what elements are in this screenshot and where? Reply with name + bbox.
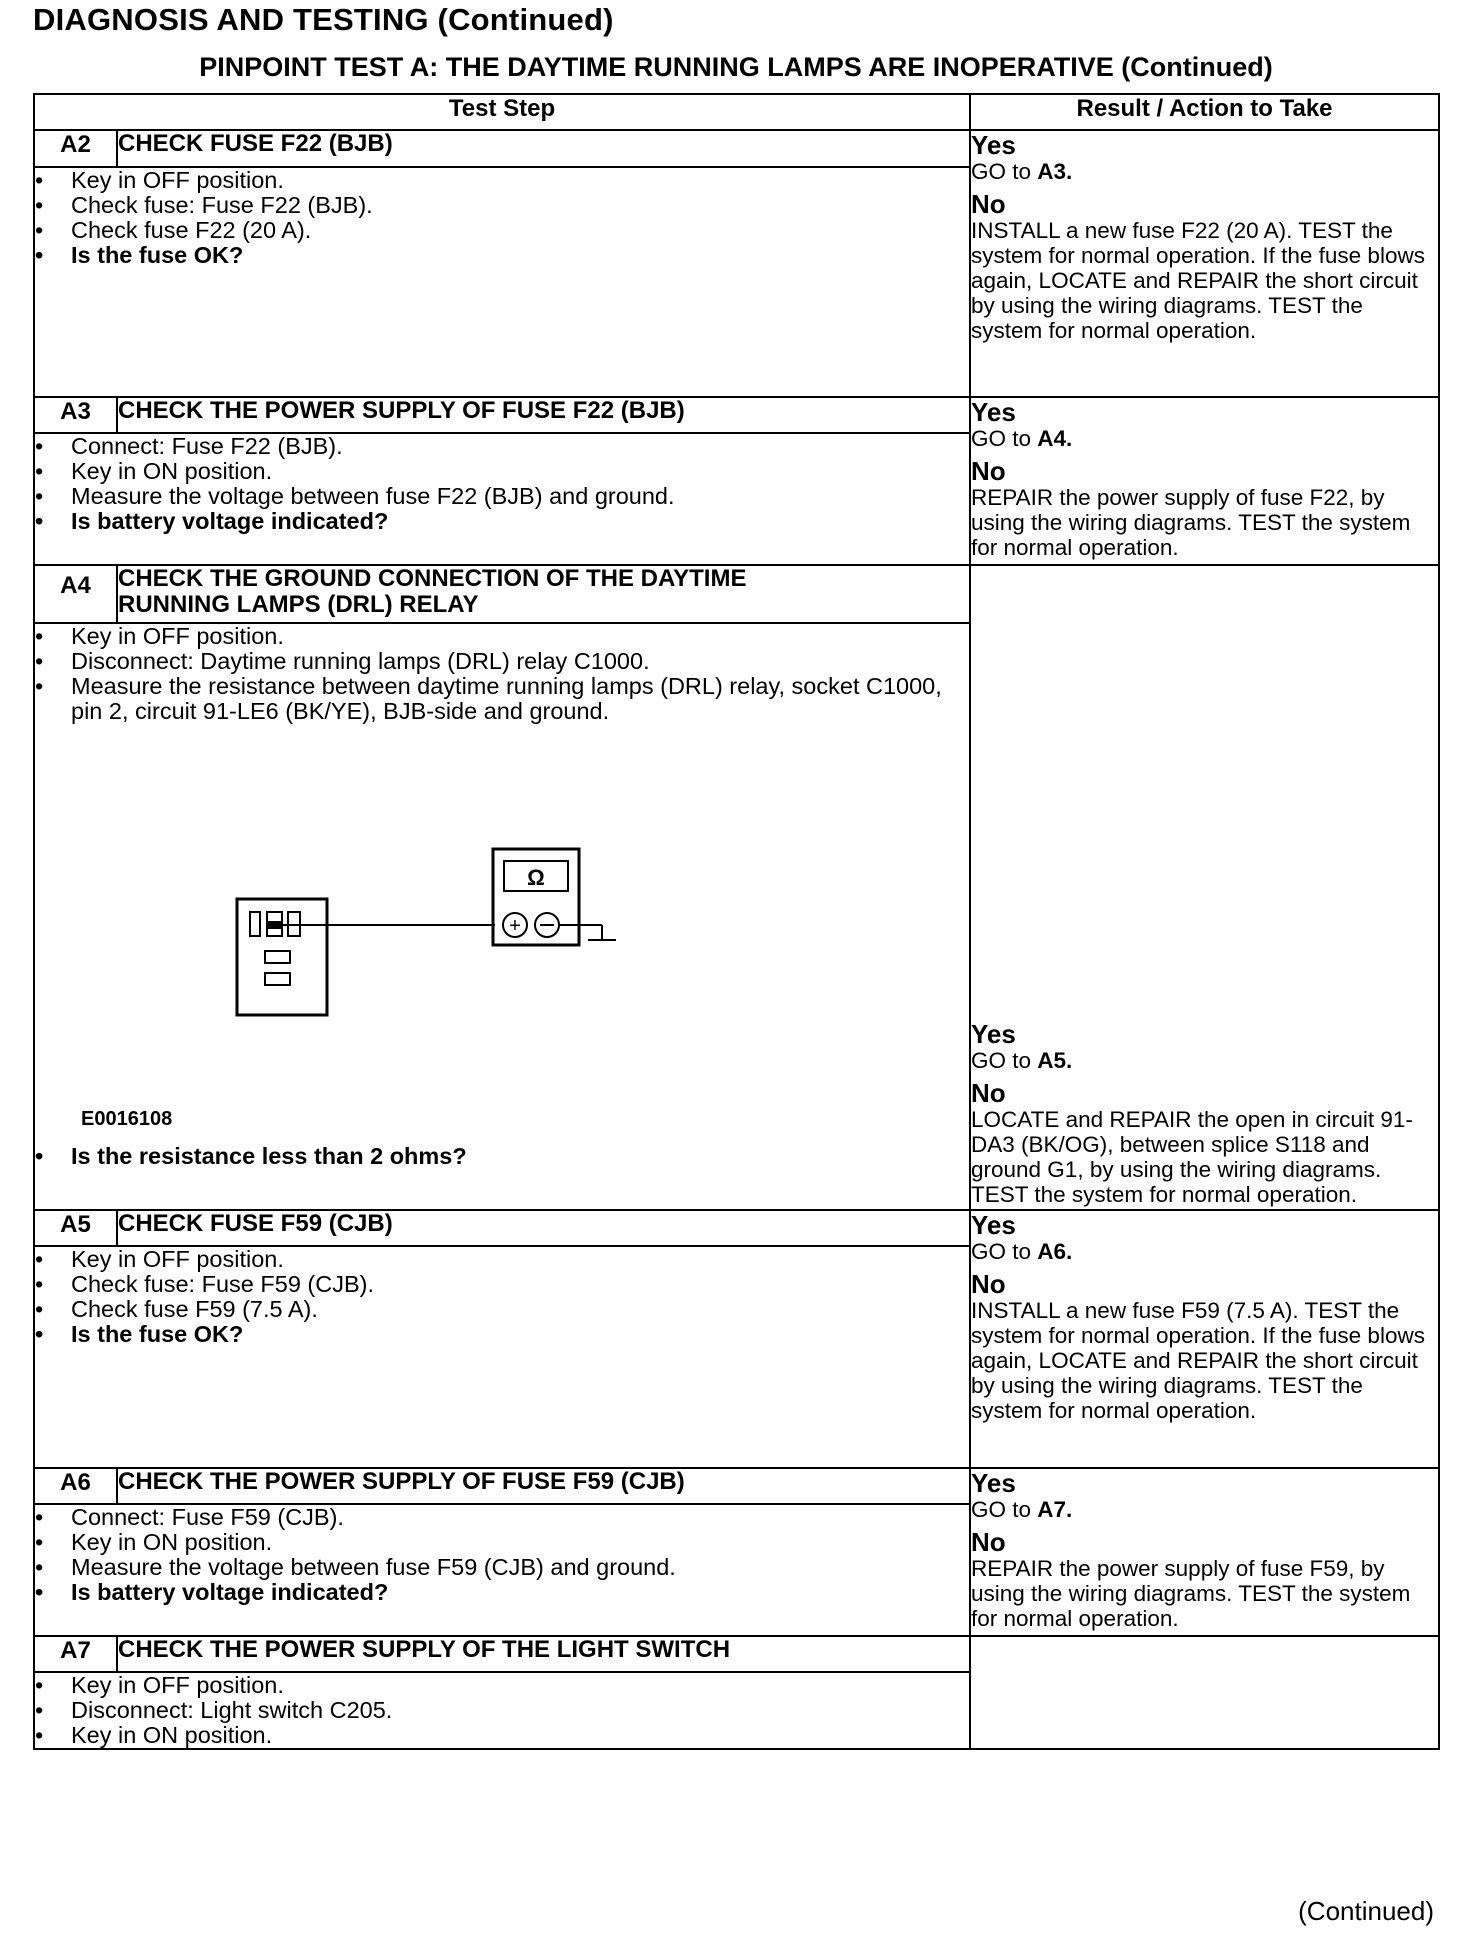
svg-text:+: +	[509, 915, 521, 937]
yes-label: Yes	[971, 1019, 1016, 1049]
step-title: CHECK THE POWER SUPPLY OF THE LIGHT SWITCH	[117, 1636, 970, 1672]
step-a6-instructions	[34, 1504, 970, 1636]
list-item: • Check fuse: Fuse F22 (BJB).	[35, 193, 969, 218]
no-label: No	[971, 456, 1006, 486]
yes-label: Yes	[971, 1468, 1016, 1498]
list-item: • Check fuse: Fuse F59 (CJB).	[35, 1272, 969, 1297]
list-item: • Key in ON position.	[35, 459, 969, 484]
question-item: • Is battery voltage indicated?	[35, 1580, 969, 1605]
list-item: • Key in ON position.	[35, 1723, 969, 1748]
list-item: • Key in ON position.	[35, 1530, 969, 1555]
step-a5-title-row	[34, 1210, 1439, 1246]
step-id: A3	[34, 397, 117, 433]
step-a2-title-row	[34, 130, 1439, 167]
list-item: • Measure the voltage between fuse F59 (CJB) and ground.	[35, 1555, 969, 1580]
list-item: • Disconnect: Light switch C205.	[35, 1698, 969, 1723]
list-item: • Connect: Fuse F59 (CJB).	[35, 1505, 969, 1530]
svg-text:Ω: Ω	[527, 865, 545, 890]
step-a2-result	[970, 130, 1439, 397]
step-a5-instructions	[34, 1246, 970, 1468]
question-item: • Is the resistance less than 2 ohms?	[35, 1144, 969, 1169]
yes-action: GO to A6.	[971, 1239, 1073, 1264]
yes-action: GO to A5.	[971, 1048, 1073, 1073]
no-label: No	[971, 1269, 1006, 1299]
step-title: CHECK THE POWER SUPPLY OF FUSE F59 (CJB)	[117, 1468, 970, 1504]
no-action: LOCATE and REPAIR the open in circuit 91-DA3 (BK/OG), between splice S118 and ground G1, by using the wiring diagrams. TEST the system for normal operation.	[971, 1107, 1413, 1207]
wiring-diagram	[35, 724, 969, 1144]
yes-label: Yes	[971, 130, 1016, 160]
step-id: A5	[34, 1210, 117, 1246]
list-item: • Measure the voltage between fuse F22 (BJB) and ground.	[35, 484, 969, 509]
no-action: INSTALL a new fuse F22 (20 A). TEST the system for normal operation. If the fuse blows again, LOCATE and REPAIR the short circuit by using the wiring diagrams. TEST the system for normal operation.	[971, 218, 1425, 343]
question-item: • Is the fuse OK?	[35, 1322, 969, 1347]
test-step-header: Test Step	[34, 94, 970, 130]
step-a6-result	[970, 1468, 1439, 1636]
no-label: No	[971, 1078, 1006, 1108]
relay-meter-diagram	[35, 724, 735, 1104]
step-a4-result	[970, 565, 1439, 1210]
step-title: CHECK FUSE F22 (BJB)	[117, 130, 970, 167]
step-a7-title-row	[34, 1636, 1439, 1672]
question-item: • Is the fuse OK?	[35, 243, 969, 268]
step-title: CHECK THE POWER SUPPLY OF FUSE F22 (BJB)	[117, 397, 970, 433]
yes-action: GO to A3.	[971, 159, 1073, 184]
step-title: CHECK FUSE F59 (CJB)	[117, 1210, 970, 1246]
no-action: REPAIR the power supply of fuse F22, by using the wiring diagrams. TEST the system for normal operation.	[971, 485, 1411, 560]
no-action: INSTALL a new fuse F59 (7.5 A). TEST the system for normal operation. If the fuse blows again, LOCATE and REPAIR the short circuit by using the wiring diagrams. TEST the system for normal operation.	[971, 1298, 1425, 1423]
step-a4-instructions	[34, 623, 970, 1210]
no-action: REPAIR the power supply of fuse F59, by using the wiring diagrams. TEST the system for normal operation.	[971, 1556, 1411, 1631]
step-a6-title-row	[34, 1468, 1439, 1504]
step-a7-instructions	[34, 1672, 970, 1749]
list-item: • Key in OFF position.	[35, 1247, 969, 1272]
pinpoint-test-table	[33, 93, 1440, 1750]
figure-label: E0016108	[81, 1108, 173, 1130]
step-a5-result	[970, 1210, 1439, 1468]
no-label: No	[971, 1527, 1006, 1557]
yes-label: Yes	[971, 397, 1016, 427]
list-item: • Disconnect: Daytime running lamps (DRL) relay C1000.	[35, 649, 969, 674]
list-item: • Connect: Fuse F22 (BJB).	[35, 434, 969, 459]
step-id: A6	[34, 1468, 117, 1504]
yes-action: GO to A7.	[971, 1497, 1073, 1522]
step-a2-instructions	[34, 167, 970, 397]
list-item: • Check fuse F59 (7.5 A).	[35, 1297, 969, 1322]
pinpoint-test-title: PINPOINT TEST A: THE DAYTIME RUNNING LAMPS ARE INOPERATIVE (Continued)	[199, 52, 1273, 82]
list-item: • Measure the resistance between daytime running lamps (DRL) relay, socket C1000, pin 2, circuit 91-LE6 (BK/YE), BJB-side and ground.	[35, 674, 969, 724]
step-id: A2	[34, 130, 117, 167]
step-a3-instructions	[34, 433, 970, 565]
list-item: • Key in OFF position.	[35, 168, 969, 193]
step-id: A7	[34, 1636, 117, 1672]
yes-action: GO to A4.	[971, 426, 1073, 451]
step-title: CHECK THE GROUND CONNECTION OF THE DAYTIME RUNNING LAMPS (DRL) RELAY	[117, 565, 970, 623]
no-label: No	[971, 189, 1006, 219]
continued-note: (Continued)	[1298, 1896, 1434, 1926]
step-id: A4	[34, 565, 117, 623]
list-item: • Key in OFF position.	[35, 624, 969, 649]
result-header: Result / Action to Take	[970, 94, 1439, 130]
yes-label: Yes	[971, 1210, 1016, 1240]
table-header-row	[34, 94, 1439, 130]
step-a4-title-row	[34, 565, 1439, 623]
list-item: • Key in OFF position.	[35, 1673, 969, 1698]
step-a7-result	[970, 1636, 1439, 1749]
list-item: • Check fuse F22 (20 A).	[35, 218, 969, 243]
step-a3-title-row	[34, 397, 1439, 433]
page-title: DIAGNOSIS AND TESTING (Continued)	[33, 2, 614, 37]
step-a3-result	[970, 397, 1439, 565]
question-item: • Is battery voltage indicated?	[35, 509, 969, 534]
